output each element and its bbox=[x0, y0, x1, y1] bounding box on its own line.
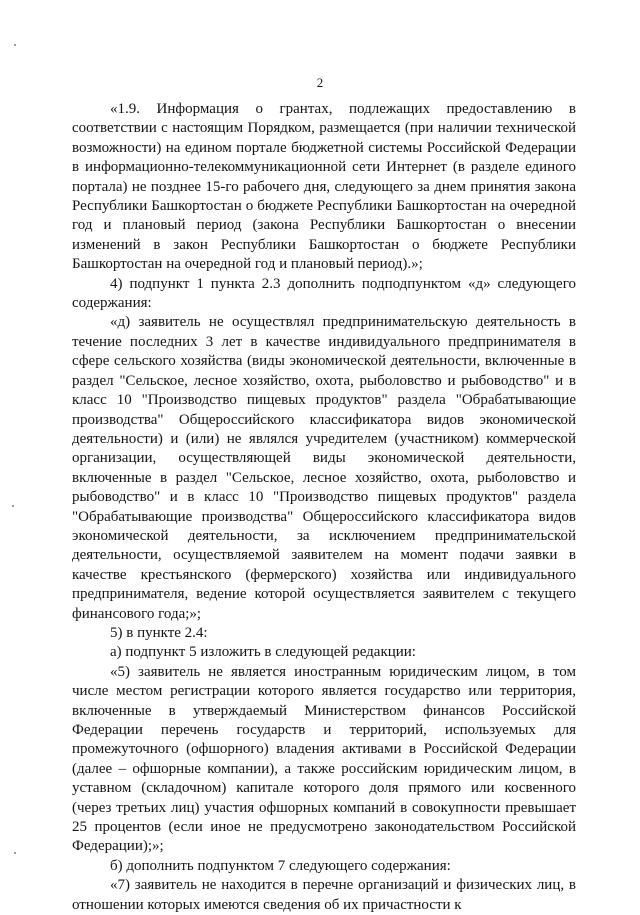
scan-speck bbox=[14, 852, 16, 854]
document-body bbox=[72, 100, 576, 915]
paragraph-subitem-5: «5) заявитель не является иностранным юридическим лицом, в том числе местом регистрации которого является государство или территория, включенные в утверждаемый Министерством финансов Российской Федерации перечень государств и территорий, используемых для промежуточного (офшорного) владения активами в Российской Федерации (далее – офшорные компании), а также российским юридическим лицом, в уставном (складочном) капитале которого доля прямого или косвенного (через третьих лиц) участия офшорных компаний в совокупности превышает 25 процентов (если иное не предусмотрено законодательством Российской Федерации);»; bbox=[72, 663, 576, 855]
paragraph-amendment-4: 4) подпункт 1 пункта 2.3 дополнить подподпунктом «д» следующего содержания: bbox=[72, 275, 576, 312]
paragraph-amendment-5b: б) дополнить подпунктом 7 следующего содержания: bbox=[110, 857, 451, 874]
scan-speck bbox=[12, 505, 14, 507]
scan-speck bbox=[14, 44, 16, 46]
paragraph-amendment-5a: а) подпункт 5 изложить в следующей редакции: bbox=[110, 644, 416, 661]
page-number: 2 bbox=[316, 75, 324, 90]
paragraph-1-9-grants-info: «1.9. Информация о грантах, подлежащих предоставлению в соответствии с настоящим Порядком, размещается (при наличии технической возможности) на едином портале бюджетной системы Российской Федерации в информационно-телекоммуникационной сети Интернет (в разделе единого портала) не позднее 15-го рабочего дня, следующего за днем принятия закона Республики Башкортостан о бюджете Республики Башкортостан на очередной год и плановый период (закона Республики Башкортостан о внесении изменений в закон Республики Башкортостан о бюджете Республики Башкортостан на очередной год и плановый период).»; bbox=[72, 101, 576, 273]
paragraph-amendment-5: 5) в пункте 2.4: bbox=[110, 624, 208, 641]
paragraph-subitem-7: «7) заявитель не находится в перечне организаций и физических лиц, в отношении которых имеются сведения об их причастности к bbox=[72, 877, 576, 913]
paragraph-subitem-d: «д) заявитель не осуществлял предпринимательскую деятельность в течение последних 3 лет в качестве индивидуального предпринимателя в сфере сельского хозяйства (виды экономической деятельности, включенные в раздел "Сельское, лесное хозяйство, охота, рыболовство и рыбоводство" и в класс 10 "Производство пищевых продуктов" раздела "Обрабатывающие производства" Общероссийского классификатора видов экономической деятельности) и (или) не являлся учредителем (участником) коммерческой организации, осуществляющей виды экономической деятельности, включенные в раздел "Сельское, лесное хозяйство, охота, рыболовство и рыбоводство" и в класс 10 "Производство пищевых продуктов" раздела "Обрабатывающие производства" Общероссийского классификатора видов экономической деятельности, за исключением предпринимательской деятельности, осуществляемой заявителем на момент подачи заявки в качестве крестьянского (фермерского) хозяйства или индивидуального предпринимателя, ведение которой осуществляется заявителем с текущего финансового года;»; bbox=[72, 314, 576, 622]
